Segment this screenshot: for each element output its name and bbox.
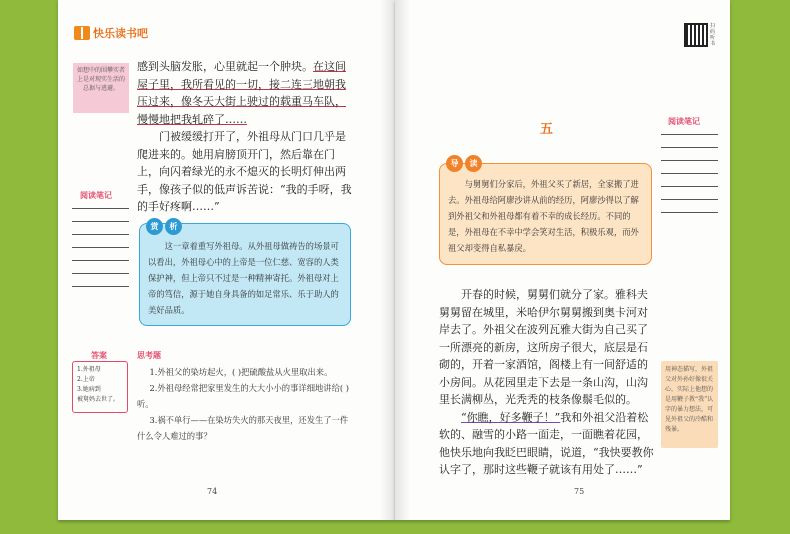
question: 3.祸不单行——在染坊失火的那天夜里，还发生了一件什么令人难过的事？: [137, 415, 349, 441]
reading-notes-lines: [72, 208, 129, 299]
answer-title: 答案: [91, 351, 107, 360]
paragraph-text: 门被缓缓打开了，外祖母从门口几乎是爬进来的。她用肩膀顶开门，然后靠在门上，向闪着绿光的永不熄灭的长明灯伸出两手，像孩子似的低声诉苦说：“我的手呀，我的手好疼啊……”: [137, 130, 352, 213]
guide-box: [439, 159, 652, 265]
answer-line: 被舅妈去世了。: [77, 396, 120, 403]
page-number-left: 74: [207, 487, 218, 496]
answer-box: [72, 361, 128, 413]
chapter-number: 五: [540, 122, 554, 137]
think-questions: [137, 364, 353, 444]
badge-du: 读: [465, 155, 482, 172]
badge-shang: 赏: [146, 218, 163, 235]
appreciation-text: 这一章着重写外祖母。从外祖母做祷告的场景可以看出，外祖母心中的上帝是一位仁慈、宽容的人类保护神，但上帝只不过是一种精神寄托。外祖母对上帝的笃信，源于她自身具备的如足常乐、乐于助人的美好品质。: [148, 241, 339, 315]
series-logo: [74, 25, 148, 41]
answer-line: 1.外祖母: [77, 366, 101, 373]
body-text-right: [439, 286, 655, 479]
paragraph-text: 开春的时候，舅舅们就分了家。雅科夫舅舅留在城里，米哈伊尔舅舅搬到奥卡河对岸去了。外祖父在波列瓦雅大街为自己买了一所漂亮的新房，这所房子很大，底层是石砌的，开着一家酒馆，阁楼上有一间舒适的小房间。从花园里走下去是一条山沟，山沟里长满柳丛，光秃秃的枝条像鬃毛似的。: [439, 288, 648, 406]
reading-notes-lines: [661, 134, 718, 225]
guide-text: 与舅舅们分家后，外祖父买了新居，全家搬了进去。外祖母给阿廖沙讲从前的经历，阿廖沙得以了解到外祖父和外祖母都有着不幸的成长经历。不同的是，外祖母在不幸中学会笑对生活，积极乐观，而外祖父却变得自私暴戾。: [448, 179, 639, 253]
reading-notes-title: 阅读笔记: [668, 117, 700, 126]
badge-xi: 析: [165, 218, 182, 235]
paragraph-text: 感到头脑发胀，心里就起一个肿块。: [137, 60, 313, 73]
answer-line: 2.上帝: [77, 376, 95, 383]
appreciation-badges: [146, 218, 182, 235]
qr-code-icon[interactable]: [684, 23, 708, 47]
question: 1.外祖父的染坊起火，( )把硫酸盐从火里取出来。: [149, 367, 333, 377]
paragraph-text: 我和外祖父沿着松软的、融雪的小路一面走，一面瞧着花园，他快乐地向我眨巴眼睛，说道，“我快要教你认字了，那时这些鞭子就该有用处了……”: [439, 410, 654, 476]
margin-note: 用神态描写，外祖父对外孙好像很关心，实际上他想的是用鞭子教“我”认字的暴力想法，可见外祖父的冷酷和残暴。: [661, 361, 718, 448]
underlined-passage: 在这间屋子里，我所看见的一切，接二连三地朝我压过来，像冬天大街上驶过的载重马车队，慢慢地把我轧碎了……: [137, 60, 346, 126]
reading-notes-title: 阅读笔记: [80, 191, 112, 200]
qr-label: 扫码听书: [710, 23, 716, 47]
badge-dao: 导: [446, 155, 463, 172]
guide-badges: [446, 155, 482, 172]
answer-line: 3.她病到: [77, 386, 101, 393]
page-number-right: 75: [574, 487, 585, 496]
book-icon: [74, 26, 90, 40]
body-text-left: [137, 58, 352, 216]
margin-note: 如想中的围攀实者上是对现实生活的总据与逃避。: [73, 63, 129, 113]
think-questions-title: 思考题: [137, 351, 161, 360]
book-gutter: [380, 0, 410, 520]
underlined-passage: “你瞧，好多鞭子！”: [461, 410, 561, 424]
question: 2.外祖母经常把家里发生的大大小小的事详细地讲给( )听。: [137, 383, 349, 409]
appreciation-box: [139, 223, 351, 326]
logo-text: 快乐读书吧: [93, 27, 148, 40]
